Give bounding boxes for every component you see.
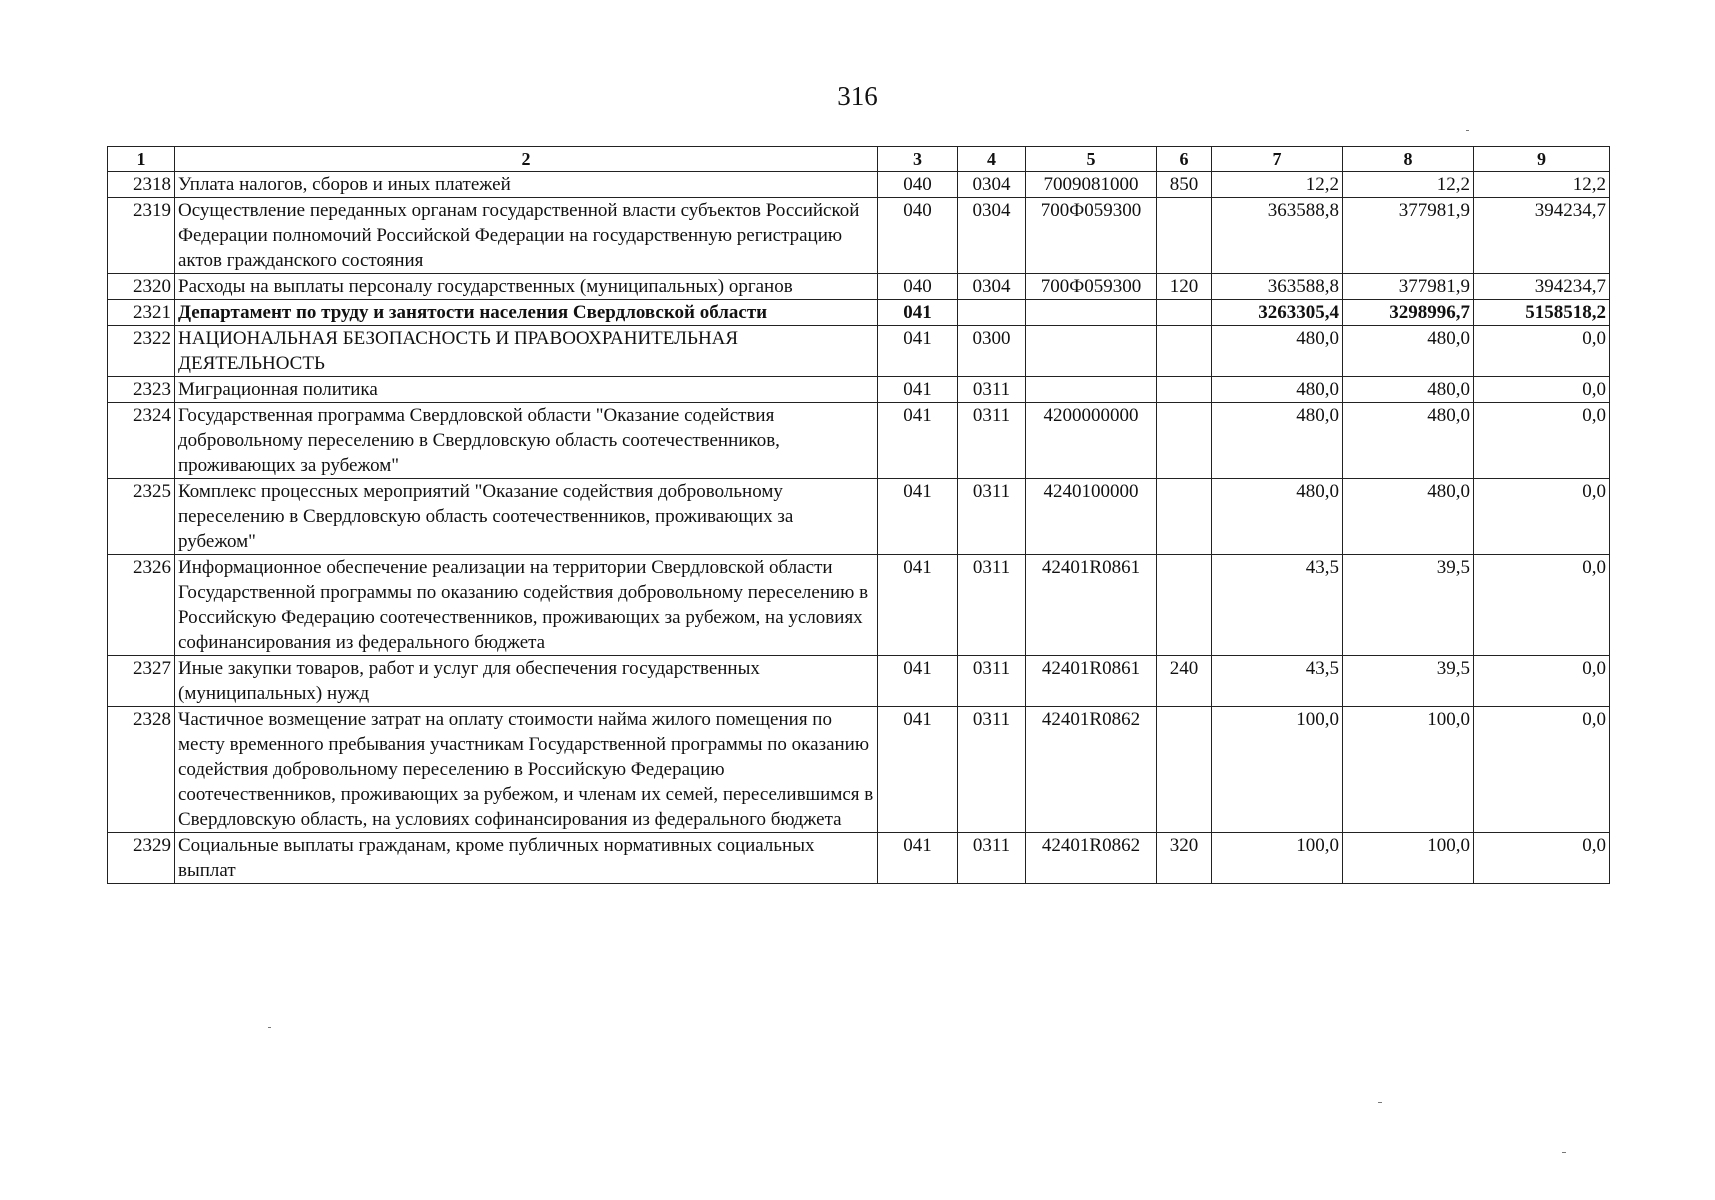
amount-col-8: 480,0	[1343, 479, 1474, 555]
expense-type-code	[1157, 377, 1212, 403]
admin-code: 041	[878, 479, 958, 555]
admin-code: 040	[878, 274, 958, 300]
row-number: 2328	[108, 707, 175, 833]
section-code: 0311	[958, 707, 1026, 833]
amount-col-7: 480,0	[1212, 326, 1343, 377]
amount-col-9: 0,0	[1474, 377, 1610, 403]
amount-col-9: 394234,7	[1474, 274, 1610, 300]
amount-col-7: 480,0	[1212, 403, 1343, 479]
amount-col-7: 100,0	[1212, 833, 1343, 884]
section-code: 0311	[958, 656, 1026, 707]
table-row	[108, 326, 1610, 377]
amount-col-7: 3263305,4	[1212, 300, 1343, 326]
target-code: 700Ф059300	[1026, 198, 1157, 274]
amount-col-8: 480,0	[1343, 326, 1474, 377]
table-row	[108, 300, 1610, 326]
amount-col-8: 100,0	[1343, 707, 1474, 833]
target-code: 42401R0861	[1026, 555, 1157, 656]
row-number: 2322	[108, 326, 175, 377]
amount-col-8: 480,0	[1343, 377, 1474, 403]
expense-type-code	[1157, 707, 1212, 833]
amount-col-8: 39,5	[1343, 555, 1474, 656]
budget-table	[107, 146, 1610, 884]
row-number: 2318	[108, 172, 175, 198]
table-row	[108, 377, 1610, 403]
row-name: Департамент по труду и занятости населения Свердловской области	[175, 300, 878, 326]
amount-col-8: 39,5	[1343, 656, 1474, 707]
row-number: 2327	[108, 656, 175, 707]
section-code: 0304	[958, 274, 1026, 300]
row-name: Расходы на выплаты персоналу государственных (муниципальных) органов	[175, 274, 878, 300]
row-number: 2321	[108, 300, 175, 326]
amount-col-7: 480,0	[1212, 377, 1343, 403]
admin-code: 041	[878, 326, 958, 377]
table-row	[108, 403, 1610, 479]
admin-code: 040	[878, 172, 958, 198]
table-row	[108, 656, 1610, 707]
expense-type-code	[1157, 300, 1212, 326]
section-code: 0311	[958, 403, 1026, 479]
row-name: Осуществление переданных органам государственной власти субъектов Российской Федерации полномочий Российской Федерации на государственную регистрацию актов гражданского состояния	[175, 198, 878, 274]
expense-type-code: 850	[1157, 172, 1212, 198]
admin-code: 041	[878, 403, 958, 479]
expense-type-code	[1157, 403, 1212, 479]
target-code	[1026, 377, 1157, 403]
admin-code: 041	[878, 377, 958, 403]
amount-col-8: 12,2	[1343, 172, 1474, 198]
amount-col-8: 377981,9	[1343, 198, 1474, 274]
admin-code: 041	[878, 707, 958, 833]
amount-col-9: 12,2	[1474, 172, 1610, 198]
row-name: Комплекс процессных мероприятий "Оказание содействия добровольному переселению в Свердловскую область соотечественников, проживающих за рубежом"	[175, 479, 878, 555]
table-row	[108, 172, 1610, 198]
target-code: 4200000000	[1026, 403, 1157, 479]
header-col-8: 8	[1343, 147, 1474, 172]
table-header-row	[108, 147, 1610, 172]
row-number: 2326	[108, 555, 175, 656]
amount-col-9: 0,0	[1474, 707, 1610, 833]
section-code: 0311	[958, 833, 1026, 884]
expense-type-code	[1157, 555, 1212, 656]
admin-code: 041	[878, 300, 958, 326]
amount-col-7: 363588,8	[1212, 198, 1343, 274]
expense-type-code	[1157, 198, 1212, 274]
target-code	[1026, 326, 1157, 377]
section-code: 0304	[958, 198, 1026, 274]
scan-speck	[1378, 1102, 1382, 1103]
amount-col-7: 43,5	[1212, 656, 1343, 707]
amount-col-9: 0,0	[1474, 326, 1610, 377]
target-code: 42401R0862	[1026, 833, 1157, 884]
amount-col-7: 12,2	[1212, 172, 1343, 198]
row-name: Уплата налогов, сборов и иных платежей	[175, 172, 878, 198]
admin-code: 040	[878, 198, 958, 274]
amount-col-9: 0,0	[1474, 479, 1610, 555]
header-col-4: 4	[958, 147, 1026, 172]
admin-code: 041	[878, 833, 958, 884]
amount-col-7: 480,0	[1212, 479, 1343, 555]
header-col-5: 5	[1026, 147, 1157, 172]
amount-col-9: 394234,7	[1474, 198, 1610, 274]
table-row	[108, 833, 1610, 884]
section-code: 0304	[958, 172, 1026, 198]
row-name: Миграционная политика	[175, 377, 878, 403]
row-name: Иные закупки товаров, работ и услуг для обеспечения государственных (муниципальных) нужд	[175, 656, 878, 707]
header-col-9: 9	[1474, 147, 1610, 172]
amount-col-8: 480,0	[1343, 403, 1474, 479]
amount-col-9: 0,0	[1474, 403, 1610, 479]
row-number: 2329	[108, 833, 175, 884]
table-row	[108, 707, 1610, 833]
scan-speck	[268, 1027, 271, 1028]
row-number: 2324	[108, 403, 175, 479]
scan-speck	[1466, 130, 1469, 131]
admin-code: 041	[878, 656, 958, 707]
table-row	[108, 479, 1610, 555]
target-code: 7009081000	[1026, 172, 1157, 198]
amount-col-8: 377981,9	[1343, 274, 1474, 300]
target-code: 700Ф059300	[1026, 274, 1157, 300]
expense-type-code	[1157, 479, 1212, 555]
scan-speck	[1562, 1152, 1566, 1153]
table-row	[108, 274, 1610, 300]
target-code: 42401R0862	[1026, 707, 1157, 833]
expense-type-code: 120	[1157, 274, 1212, 300]
header-col-6: 6	[1157, 147, 1212, 172]
header-col-2: 2	[175, 147, 878, 172]
expense-type-code: 320	[1157, 833, 1212, 884]
row-name: Частичное возмещение затрат на оплату стоимости найма жилого помещения по месту временного пребывания участникам Государственной программы по оказанию содействия добровольному переселению в Российскую Федерацию соотечественников, проживающих за рубежом, и членам их семей, переселившимся в Свердловскую область, на условиях софинансирования из федерального бюджета	[175, 707, 878, 833]
target-code	[1026, 300, 1157, 326]
amount-col-7: 363588,8	[1212, 274, 1343, 300]
page-number: 316	[837, 81, 878, 111]
amount-col-9: 0,0	[1474, 833, 1610, 884]
amount-col-7: 43,5	[1212, 555, 1343, 656]
row-name: Информационное обеспечение реализации на территории Свердловской области Государственной программы по оказанию содействия добровольному переселению в Российскую Федерацию соотечественников, проживающих за рубежом, на условиях софинансирования из федерального бюджета	[175, 555, 878, 656]
row-number: 2325	[108, 479, 175, 555]
section-code: 0311	[958, 377, 1026, 403]
amount-col-9: 0,0	[1474, 555, 1610, 656]
row-number: 2323	[108, 377, 175, 403]
amount-col-9: 0,0	[1474, 656, 1610, 707]
target-code: 42401R0861	[1026, 656, 1157, 707]
section-code	[958, 300, 1026, 326]
header-col-3: 3	[878, 147, 958, 172]
row-name: НАЦИОНАЛЬНАЯ БЕЗОПАСНОСТЬ И ПРАВООХРАНИТЕЛЬНАЯ ДЕЯТЕЛЬНОСТЬ	[175, 326, 878, 377]
section-code: 0311	[958, 555, 1026, 656]
expense-type-code	[1157, 326, 1212, 377]
row-name: Государственная программа Свердловской области "Оказание содействия добровольному переселению в Свердловскую область соотечественников, проживающих за рубежом"	[175, 403, 878, 479]
amount-col-8: 100,0	[1343, 833, 1474, 884]
row-name: Социальные выплаты гражданам, кроме публичных нормативных социальных выплат	[175, 833, 878, 884]
section-code: 0311	[958, 479, 1026, 555]
table-row	[108, 555, 1610, 656]
row-number: 2319	[108, 198, 175, 274]
header-col-1: 1	[108, 147, 175, 172]
amount-col-8: 3298996,7	[1343, 300, 1474, 326]
amount-col-9: 5158518,2	[1474, 300, 1610, 326]
expense-type-code: 240	[1157, 656, 1212, 707]
admin-code: 041	[878, 555, 958, 656]
row-number: 2320	[108, 274, 175, 300]
amount-col-7: 100,0	[1212, 707, 1343, 833]
target-code: 4240100000	[1026, 479, 1157, 555]
table-row	[108, 198, 1610, 274]
header-col-7: 7	[1212, 147, 1343, 172]
section-code: 0300	[958, 326, 1026, 377]
